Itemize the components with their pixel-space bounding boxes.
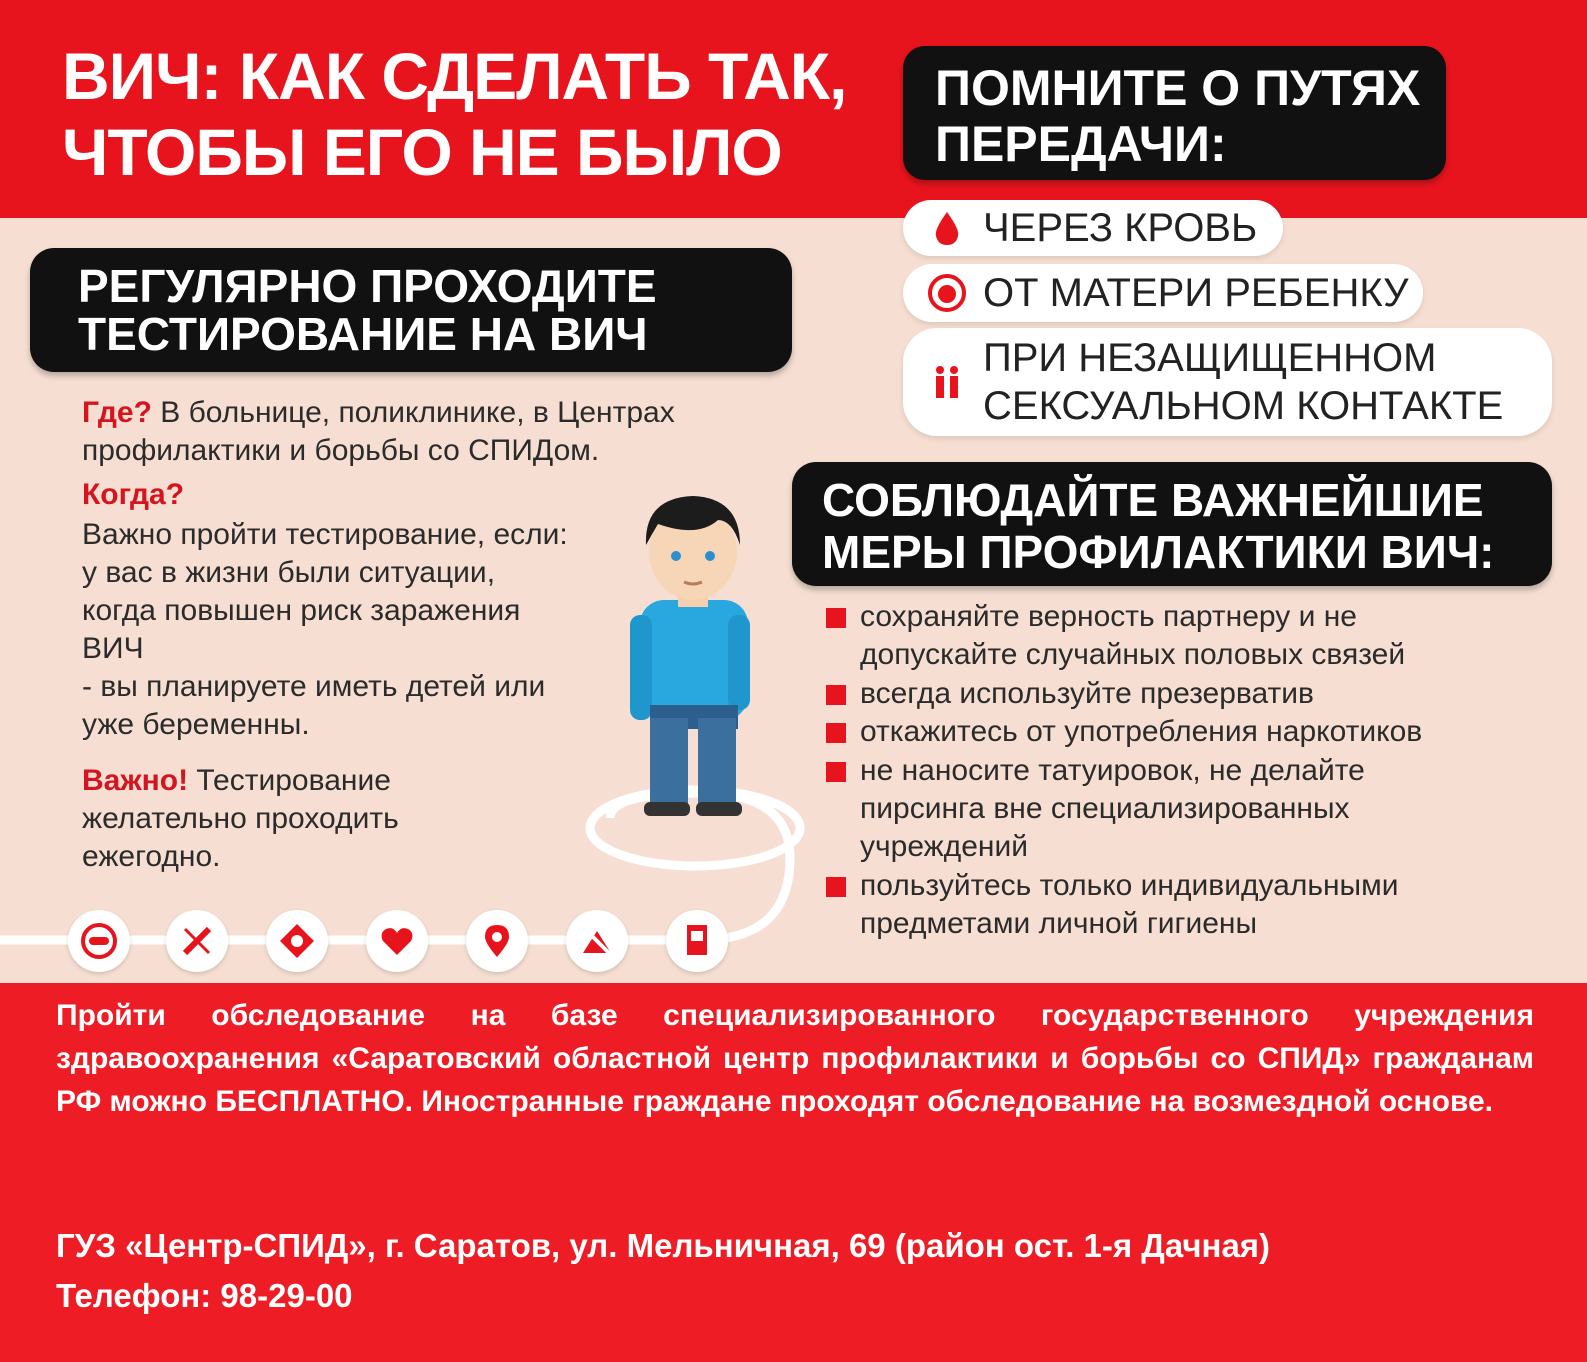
bullet-square-icon: [826, 685, 846, 705]
prevention-heading-panel: [792, 462, 1552, 586]
header-banner: [0, 0, 1587, 218]
testing-heading-panel: [30, 248, 792, 372]
heart-icon: [366, 910, 428, 972]
transmission-heading-panel: [903, 46, 1446, 180]
bullet-square-icon: [826, 723, 846, 743]
prevention-item-text: не наносите татуировок, не делайте пирсинга вне специализированных учреждений: [860, 754, 1365, 863]
location-pin-icon: [466, 910, 528, 972]
footer-phone: Телефон: 98-29-00: [56, 1277, 353, 1314]
no-tattoo-icon: [566, 910, 628, 972]
important-label: Важно!: [82, 764, 189, 797]
route-mother-child: [903, 264, 1423, 322]
prevention-heading: СОБЛЮДАЙТЕ ВАЖНЕЙШИЕ МЕРЫ ПРОФИЛАКТИКИ ВИЧ:: [822, 474, 1495, 578]
page-title: ВИЧ: КАК СДЕЛАТЬ ТАК, ЧТОБЫ ЕГО НЕ БЫЛО: [62, 39, 847, 189]
document-icon: [666, 910, 728, 972]
where-paragraph: [82, 394, 675, 470]
prevention-item-text: сохраняйте верность партнеру и не допускайте случайных половых связей: [860, 600, 1406, 671]
when-text: Важно пройти тестирование, если: у вас в жизни были ситуации, когда повышен риск заражения ВИЧ - вы планируете иметь детей или уже беременны.: [82, 518, 568, 741]
when-label: Когда?: [82, 478, 185, 511]
important-paragraph: [82, 762, 399, 876]
bullet-square-icon: [826, 877, 846, 897]
where-text: В больнице, поликлинике, в Центрах профилактики и борьбы со СПИДом.: [82, 396, 675, 467]
testing-heading: РЕГУЛЯРНО ПРОХОДИТЕ ТЕСТИРОВАНИЕ НА ВИЧ: [78, 260, 657, 360]
no-syringe-icon: [166, 910, 228, 972]
blood-drop-icon: [927, 208, 967, 248]
transmission-heading: ПОМНИТЕ О ПУТЯХ ПЕРЕДАЧИ:: [935, 60, 1421, 172]
couple-icon: [927, 362, 967, 402]
bullet-square-icon: [826, 608, 846, 628]
footer-banner: [0, 983, 1587, 1362]
mother-child-icon: [927, 273, 967, 313]
route-sexual-contact: [903, 328, 1552, 436]
prevention-item-text: откажитесь от употребления наркотиков: [860, 715, 1423, 748]
route-label: ЧЕРЕЗ КРОВЬ: [983, 205, 1258, 250]
bullet-square-icon: [826, 762, 846, 782]
route-label: ОТ МАТЕРИ РЕБЕНКУ: [983, 270, 1409, 315]
prevention-item-text: пользуйтесь только индивидуальными предметами личной гигиены: [860, 869, 1399, 940]
footer-address: ГУЗ «Центр-СПИД», г. Саратов, ул. Мельничная, 69 (район ост. 1-я Дачная): [56, 1227, 1271, 1264]
man-illustration: [628, 490, 758, 820]
important-text: Тестирование желательно проходить ежегодно.: [82, 764, 399, 873]
footer-paragraph: Пройти обследование на базе специализированного государственного учреждения здравоохранения «Саратовский областной центр профилактики и борьбы со СПИД» гражданам РФ можно БЕСПЛАТНО. Иностранные граждане проходят обследование на возмездной основе.: [56, 999, 1534, 1118]
route-blood: [903, 200, 1283, 256]
route-label: ПРИ НЕЗАЩИЩЕННОМ СЕКСУАЛЬНОМ КОНТАКТЕ: [983, 336, 1504, 428]
no-condom-icon: [68, 910, 130, 972]
condom-icon: [266, 910, 328, 972]
prevention-item-text: всегда используйте презерватив: [860, 677, 1314, 710]
where-label: Где?: [82, 396, 152, 429]
